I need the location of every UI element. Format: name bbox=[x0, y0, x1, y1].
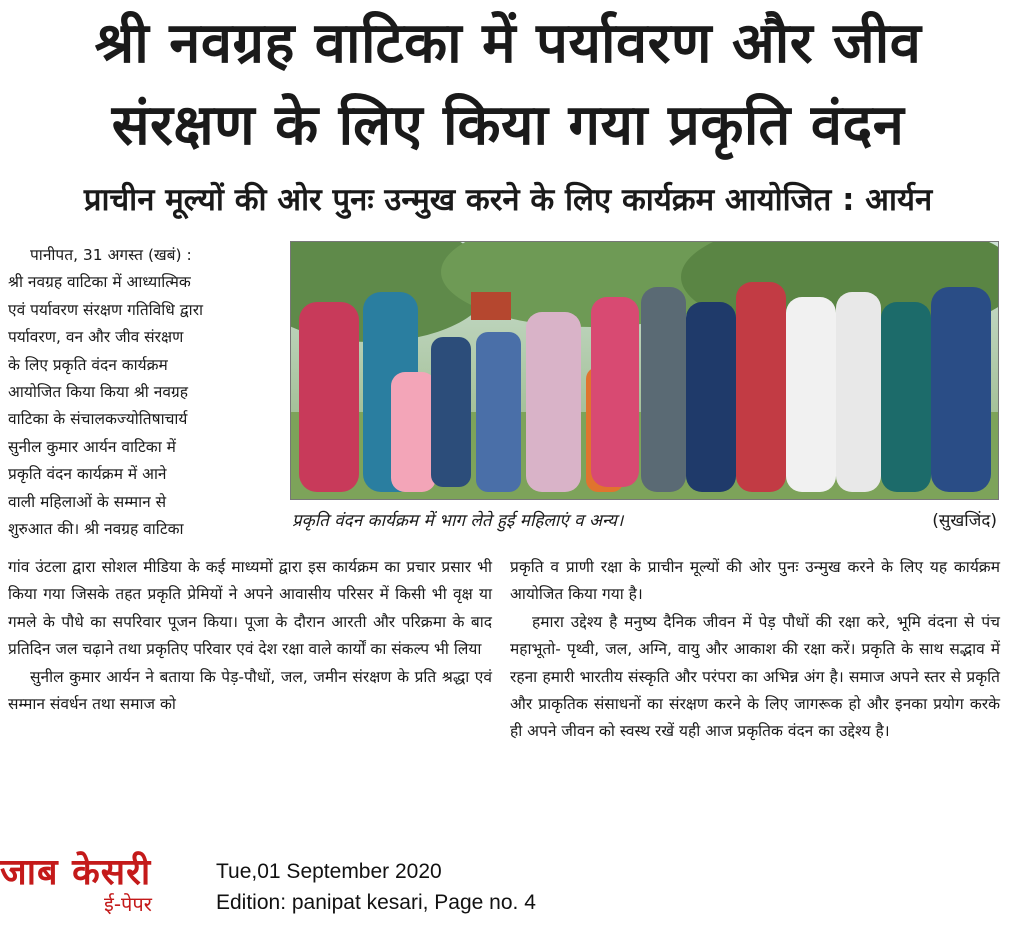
article-bottom-left-column bbox=[8, 554, 492, 718]
left-line: श्री नवग्रह वाटिका में आध्यात्मिक bbox=[8, 273, 191, 292]
logo-subtext: ई-पेपर bbox=[104, 892, 152, 916]
left-line: आयोजित किया किया श्री नवग्रह bbox=[8, 383, 188, 402]
headline-line-2: संरक्षण के लिए किया गया प्रकृति वंदन bbox=[111, 93, 905, 158]
edition-info bbox=[216, 856, 536, 918]
footer-edition: Edition: panipat kesari, Page no. 4 bbox=[216, 891, 536, 914]
left-line: प्रकृति वंदन कार्यक्रम में आने bbox=[8, 465, 167, 484]
left-line: वाटिका के संचालकज्योतिषाचार्य bbox=[8, 410, 188, 429]
left-line: सुनील कुमार आर्यन वाटिका में bbox=[8, 437, 176, 456]
event-photo bbox=[290, 241, 999, 500]
left-line: पर्यावरण, वन और जीव संरक्षण bbox=[8, 328, 184, 347]
dateline: पानीपत, 31 अगस्त (खबं) : bbox=[30, 246, 192, 264]
paragraph: गांव उंटला द्वारा सोशल मीडिया के कई माध्यमों द्वारा इस कार्यक्रम का प्रचार प्रसार भी किया गया जिसके तहत प्रकृति प्रेमियों ने अपने आवासीय परिसर में किसी भी वृक्ष या गमले के पौधे का सपरिवार पूजन किया। पूजा के दौरान आरती और परिक्रमा के बाद प्रतिदिन जल चढ़ाने तथा प्रकृतिए परिवार एवं देश रक्षा वाले कार्यों का संकल्प भी लिया bbox=[8, 558, 492, 659]
newspaper-logo bbox=[0, 846, 196, 916]
article-left-column bbox=[8, 242, 280, 543]
paragraph: हमारा उद्देश्य है मनुष्य दैनिक जीवन में पेड़ पौधों की रक्षा करे, भूमि वंदना से पंच महाभूतो- पृथ्वी, जल, अग्नि, वायु और आकाश की रक्षा करें। प्रकृति के साथ सद्भाव में रहना हमारी भारतीय संस्कृति और परंपरा का अभिन्न अंग है। समाज अपने स्तर से प्रकृति और प्राकृतिक संसाधनों का संरक्षण करने के लिए जागरूक हो और इनका प्रयोग करके ही अपने जीवन को स्वस्थ रखें यही आज प्रकृतिक वंदन का उद्देश्य है। bbox=[510, 612, 1000, 741]
paragraph: प्रकृति व प्राणी रक्षा के प्राचीन मूल्यों की ओर पुनः उन्मुख करने के लिए यह कार्यक्रम आयोजित किया गया है। bbox=[510, 558, 1000, 604]
paragraph: सुनील कुमार आर्यन ने बताया कि पेड़-पौधों, जल, जमीन संरक्षण के प्रति श्रद्धा एवं सम्मान संवर्धन तथा समाज को bbox=[8, 667, 492, 714]
photo-caption-row bbox=[292, 508, 997, 534]
photo-caption: प्रकृति वंदन कार्यक्रम में भाग लेते हुई महिलाएं व अन्य। bbox=[292, 511, 624, 531]
left-line: शुरुआत की। श्री नवग्रह वाटिका bbox=[8, 520, 184, 539]
subheadline: प्राचीन मूल्यों की ओर पुनः उन्मुख करने के लिए कार्यक्रम आयोजित : आर्यन bbox=[83, 182, 933, 218]
left-line: एवं पर्यावरण संरक्षण गतिविधि द्वारा bbox=[8, 300, 204, 319]
footer-date: Tue,01 September 2020 bbox=[216, 860, 442, 883]
left-line: के लिए प्रकृति वंदन कार्यक्रम bbox=[8, 355, 168, 374]
people-group bbox=[299, 282, 991, 492]
photo-credit: (सुखजिंद) bbox=[932, 511, 997, 531]
headline-line-1: श्री नवग्रह वाटिका में पर्यावरण और जीव bbox=[94, 11, 922, 76]
article-right-column bbox=[510, 554, 1000, 746]
left-line: वाली महिलाओं के सम्मान से bbox=[8, 492, 167, 511]
left-column-text bbox=[8, 269, 280, 543]
event-photo-illustration bbox=[291, 242, 998, 499]
logo-text: जाब केसरी bbox=[0, 852, 152, 893]
